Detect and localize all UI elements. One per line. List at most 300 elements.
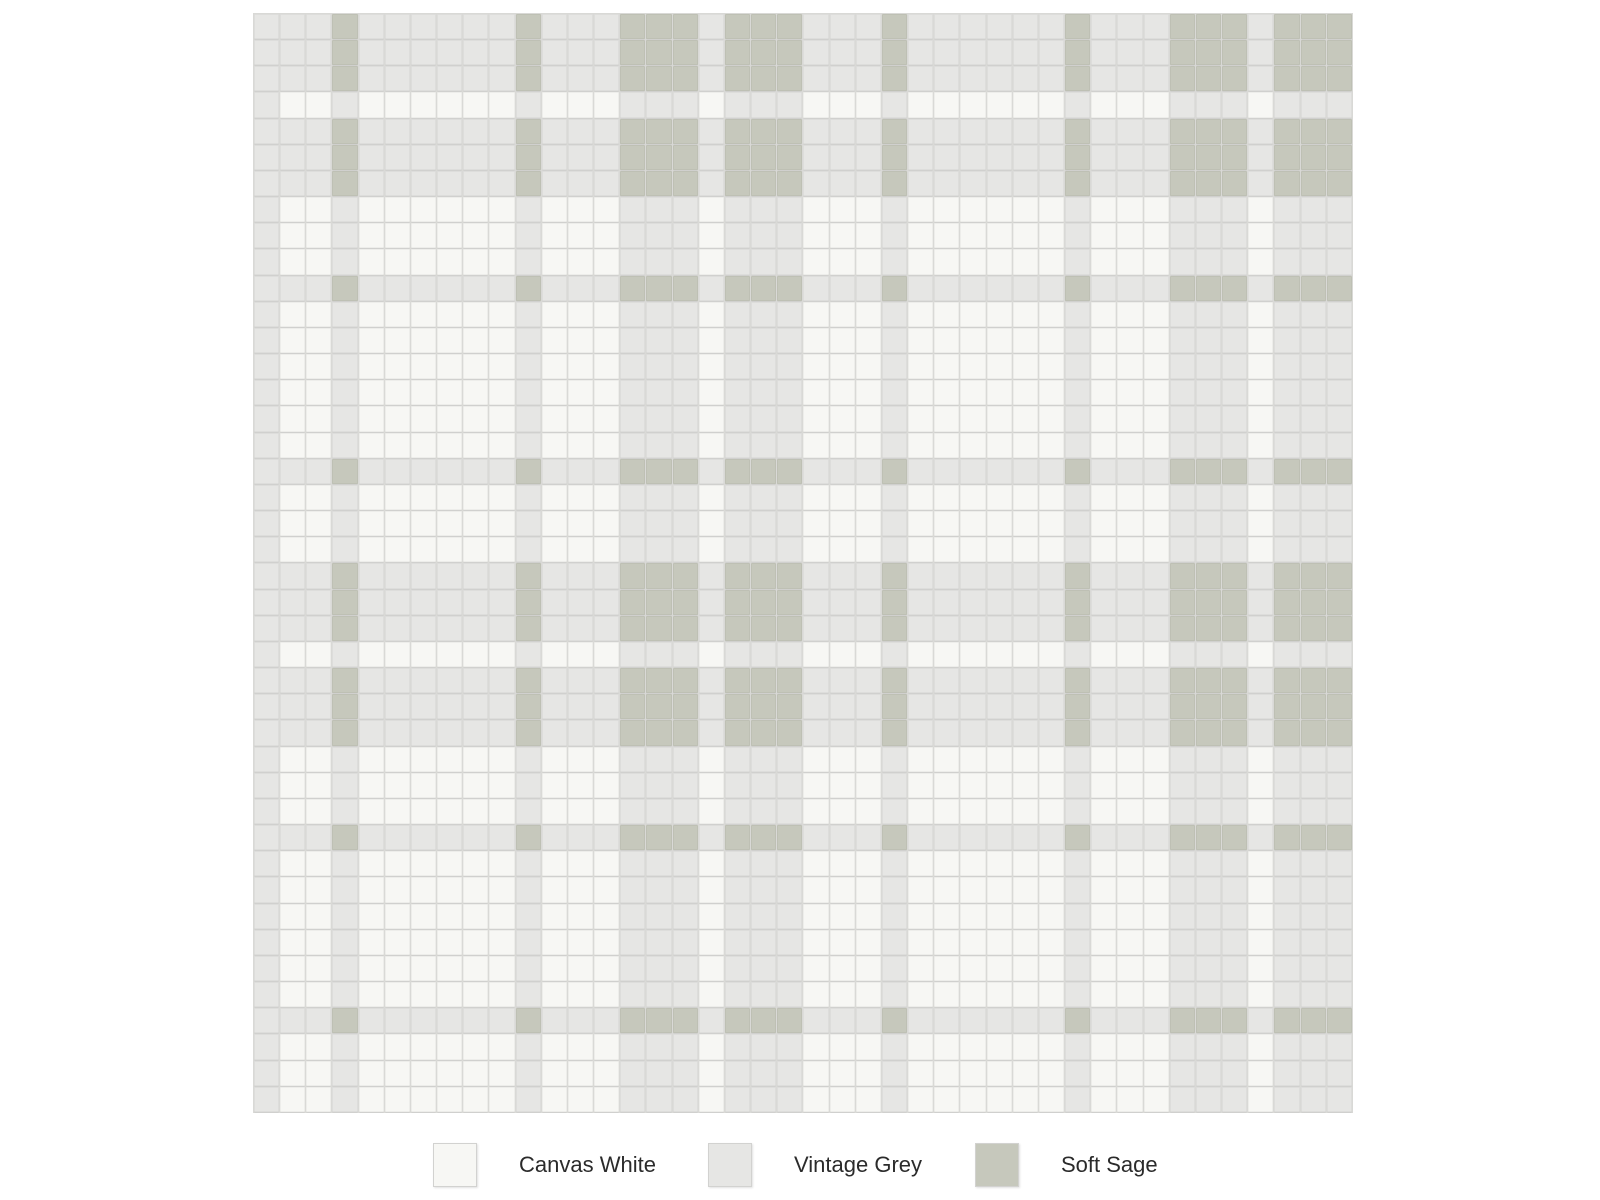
mosaic-tile: [463, 145, 488, 170]
mosaic-tile: [332, 1034, 357, 1059]
mosaic-tile: [1091, 537, 1116, 562]
mosaic-tile: [699, 119, 724, 144]
mosaic-tile: [908, 825, 933, 850]
mosaic-tile: [699, 825, 724, 850]
mosaic-tile: [1091, 276, 1116, 301]
mosaic-tile: [594, 459, 619, 484]
mosaic-tile: [516, 380, 541, 405]
mosaic-tile: [646, 1008, 671, 1033]
mosaic-tile: [594, 171, 619, 196]
mosaic-tile: [1196, 616, 1221, 641]
mosaic-tile: [332, 956, 357, 981]
mosaic-tile: [620, 1061, 645, 1086]
mosaic-tile: [1327, 642, 1352, 667]
mosaic-tile: [1144, 930, 1169, 955]
mosaic-tile: [673, 668, 698, 693]
mosaic-tile: [516, 40, 541, 65]
mosaic-tile: [385, 720, 410, 745]
mosaic-tile: [725, 982, 750, 1007]
mosaic-tile: [934, 720, 959, 745]
mosaic-tile: [987, 956, 1012, 981]
mosaic-tile: [673, 380, 698, 405]
mosaic-tile: [359, 747, 384, 772]
mosaic-tile: [1248, 171, 1273, 196]
mosaic-tile: [568, 40, 593, 65]
mosaic-tile: [1301, 302, 1326, 327]
mosaic-tile: [960, 354, 985, 379]
mosaic-tile: [699, 302, 724, 327]
swatch-vintage-grey: [708, 1143, 752, 1187]
mosaic-tile: [1117, 171, 1142, 196]
mosaic-tile: [934, 197, 959, 222]
mosaic-tile: [463, 642, 488, 667]
mosaic-tile: [306, 773, 331, 798]
mosaic-tile: [411, 1087, 436, 1112]
mosaic-tile: [1274, 825, 1299, 850]
mosaic-tile: [1013, 406, 1038, 431]
mosaic-tile: [306, 14, 331, 39]
mosaic-tile: [1274, 642, 1299, 667]
mosaic-tile: [803, 406, 828, 431]
mosaic-tile: [856, 119, 881, 144]
mosaic-tile: [568, 720, 593, 745]
mosaic-tile: [359, 720, 384, 745]
mosaic-tile: [594, 616, 619, 641]
mosaic-tile: [830, 328, 855, 353]
mosaic-tile: [777, 930, 802, 955]
mosaic-tile: [1327, 877, 1352, 902]
mosaic-tile: [1301, 773, 1326, 798]
mosaic-tile: [830, 799, 855, 824]
mosaic-tile: [777, 14, 802, 39]
mosaic-tile: [777, 616, 802, 641]
mosaic-tile: [332, 799, 357, 824]
mosaic-tile: [646, 406, 671, 431]
mosaic-tile: [280, 276, 305, 301]
mosaic-tile: [411, 406, 436, 431]
mosaic-tile: [489, 145, 514, 170]
mosaic-tile: [882, 511, 907, 536]
mosaic-tile: [1274, 904, 1299, 929]
mosaic-tile: [803, 537, 828, 562]
mosaic-tile: [751, 642, 776, 667]
tile-mosaic: [253, 13, 1353, 1113]
swatch-soft-sage: [975, 1143, 1019, 1187]
mosaic-tile: [463, 616, 488, 641]
mosaic-tile: [332, 1008, 357, 1033]
mosaic-tile: [594, 956, 619, 981]
mosaic-tile: [1327, 380, 1352, 405]
mosaic-tile: [1117, 119, 1142, 144]
mosaic-tile: [1274, 459, 1299, 484]
mosaic-tile: [1222, 145, 1247, 170]
mosaic-tile: [1222, 877, 1247, 902]
mosaic-tile: [359, 877, 384, 902]
mosaic-tile: [882, 1061, 907, 1086]
mosaic-tile: [908, 851, 933, 876]
mosaic-tile: [306, 92, 331, 117]
mosaic-tile: [568, 171, 593, 196]
mosaic-tile: [751, 956, 776, 981]
mosaic-tile: [1013, 433, 1038, 458]
mosaic-tile: [254, 511, 279, 536]
mosaic-tile: [385, 851, 410, 876]
mosaic-tile: [1248, 511, 1273, 536]
mosaic-tile: [830, 276, 855, 301]
mosaic-tile: [646, 1087, 671, 1112]
mosaic-tile: [1013, 956, 1038, 981]
mosaic-tile: [359, 485, 384, 510]
mosaic-tile: [699, 1087, 724, 1112]
mosaic-tile: [987, 930, 1012, 955]
mosaic-tile: [620, 249, 645, 274]
mosaic-tile: [1039, 668, 1064, 693]
mosaic-tile: [882, 1087, 907, 1112]
mosaic-tile: [385, 380, 410, 405]
mosaic-tile: [987, 406, 1012, 431]
mosaic-tile: [777, 956, 802, 981]
mosaic-tile: [934, 1087, 959, 1112]
mosaic-tile: [1196, 197, 1221, 222]
mosaic-tile: [1248, 145, 1273, 170]
mosaic-tile: [594, 145, 619, 170]
mosaic-tile: [1117, 668, 1142, 693]
mosaic-tile: [934, 851, 959, 876]
mosaic-tile: [777, 825, 802, 850]
mosaic-tile: [411, 877, 436, 902]
mosaic-tile: [960, 930, 985, 955]
mosaic-tile: [751, 406, 776, 431]
mosaic-tile: [830, 302, 855, 327]
mosaic-tile: [306, 930, 331, 955]
mosaic-tile: [830, 851, 855, 876]
mosaic-tile: [908, 40, 933, 65]
mosaic-tile: [1301, 642, 1326, 667]
mosaic-tile: [280, 1087, 305, 1112]
mosaic-tile: [1091, 851, 1116, 876]
mosaic-tile: [594, 694, 619, 719]
mosaic-tile: [803, 145, 828, 170]
mosaic-tile: [777, 1087, 802, 1112]
mosaic-tile: [699, 406, 724, 431]
mosaic-tile: [1248, 197, 1273, 222]
mosaic-tile: [987, 668, 1012, 693]
mosaic-tile: [1301, 694, 1326, 719]
mosaic-tile: [1117, 406, 1142, 431]
mosaic-tile: [1091, 92, 1116, 117]
mosaic-tile: [1091, 747, 1116, 772]
mosaic-tile: [646, 982, 671, 1007]
mosaic-tile: [725, 276, 750, 301]
mosaic-tile: [385, 119, 410, 144]
mosaic-tile: [1222, 171, 1247, 196]
mosaic-tile: [359, 197, 384, 222]
mosaic-tile: [908, 354, 933, 379]
mosaic-tile: [359, 563, 384, 588]
mosaic-tile: [751, 66, 776, 91]
mosaic-tile: [1222, 563, 1247, 588]
mosaic-tile: [908, 459, 933, 484]
mosaic-tile: [1091, 66, 1116, 91]
mosaic-tile: [987, 171, 1012, 196]
mosaic-tile: [306, 537, 331, 562]
mosaic-tile: [1013, 459, 1038, 484]
mosaic-tile: [1274, 328, 1299, 353]
mosaic-tile: [646, 956, 671, 981]
mosaic-tile: [699, 433, 724, 458]
mosaic-tile: [830, 223, 855, 248]
mosaic-tile: [437, 171, 462, 196]
mosaic-tile: [960, 694, 985, 719]
mosaic-tile: [542, 668, 567, 693]
mosaic-tile: [908, 616, 933, 641]
mosaic-tile: [411, 851, 436, 876]
mosaic-tile: [882, 302, 907, 327]
mosaic-tile: [673, 302, 698, 327]
mosaic-tile: [830, 1034, 855, 1059]
mosaic-tile: [385, 197, 410, 222]
mosaic-tile: [1196, 223, 1221, 248]
mosaic-tile: [594, 302, 619, 327]
mosaic-tile: [332, 851, 357, 876]
mosaic-tile: [1248, 720, 1273, 745]
mosaic-tile: [359, 14, 384, 39]
mosaic-tile: [542, 1061, 567, 1086]
mosaic-tile: [254, 1087, 279, 1112]
mosaic-tile: [1091, 1087, 1116, 1112]
mosaic-tile: [411, 380, 436, 405]
mosaic-tile: [699, 668, 724, 693]
mosaic-tile: [411, 747, 436, 772]
mosaic-tile: [1013, 119, 1038, 144]
mosaic-tile: [1144, 459, 1169, 484]
mosaic-tile: [1274, 773, 1299, 798]
mosaic-tile: [489, 851, 514, 876]
mosaic-tile: [1039, 956, 1064, 981]
mosaic-tile: [306, 799, 331, 824]
mosaic-tile: [699, 380, 724, 405]
mosaic-tile: [1039, 799, 1064, 824]
mosaic-tile: [673, 1061, 698, 1086]
mosaic-tile: [803, 328, 828, 353]
mosaic-tile: [359, 354, 384, 379]
mosaic-tile: [489, 930, 514, 955]
mosaic-tile: [882, 720, 907, 745]
mosaic-tile: [673, 92, 698, 117]
mosaic-tile: [1196, 642, 1221, 667]
mosaic-tile: [1144, 720, 1169, 745]
mosaic-tile: [516, 511, 541, 536]
mosaic-tile: [699, 1034, 724, 1059]
mosaic-tile: [673, 616, 698, 641]
mosaic-tile: [568, 328, 593, 353]
mosaic-tile: [987, 485, 1012, 510]
mosaic-tile: [803, 197, 828, 222]
mosaic-tile: [1301, 851, 1326, 876]
mosaic-tile: [1039, 380, 1064, 405]
mosaic-tile: [437, 1034, 462, 1059]
mosaic-tile: [1039, 92, 1064, 117]
mosaic-tile: [1039, 825, 1064, 850]
mosaic-tile: [542, 14, 567, 39]
mosaic-tile: [908, 537, 933, 562]
mosaic-tile: [1065, 616, 1090, 641]
mosaic-tile: [908, 982, 933, 1007]
mosaic-tile: [1170, 773, 1195, 798]
mosaic-tile: [856, 851, 881, 876]
mosaic-tile: [1274, 694, 1299, 719]
mosaic-tile: [646, 851, 671, 876]
mosaic-tile: [1091, 904, 1116, 929]
mosaic-tile: [411, 930, 436, 955]
mosaic-tile: [1222, 485, 1247, 510]
mosaic-tile: [830, 982, 855, 1007]
mosaic-tile: [1301, 433, 1326, 458]
mosaic-tile: [830, 66, 855, 91]
mosaic-tile: [489, 799, 514, 824]
mosaic-tile: [437, 302, 462, 327]
mosaic-tile: [725, 956, 750, 981]
mosaic-tile: [646, 249, 671, 274]
mosaic-tile: [568, 406, 593, 431]
mosaic-tile: [1117, 720, 1142, 745]
mosaic-tile: [359, 276, 384, 301]
mosaic-tile: [699, 511, 724, 536]
mosaic-tile: [620, 851, 645, 876]
mosaic-tile: [882, 485, 907, 510]
mosaic-tile: [437, 825, 462, 850]
mosaic-tile: [463, 956, 488, 981]
mosaic-tile: [437, 92, 462, 117]
mosaic-tile: [725, 747, 750, 772]
mosaic-tile: [1301, 1008, 1326, 1033]
mosaic-tile: [699, 1008, 724, 1033]
mosaic-tile: [908, 1087, 933, 1112]
mosaic-tile: [254, 380, 279, 405]
mosaic-tile: [1274, 302, 1299, 327]
mosaic-tile: [568, 1061, 593, 1086]
mosaic-tile: [1301, 40, 1326, 65]
mosaic-tile: [542, 223, 567, 248]
mosaic-tile: [437, 276, 462, 301]
mosaic-tile: [856, 354, 881, 379]
mosaic-tile: [516, 590, 541, 615]
mosaic-tile: [856, 511, 881, 536]
mosaic-tile: [254, 851, 279, 876]
mosaic-tile: [542, 328, 567, 353]
mosaic-tile: [1170, 1008, 1195, 1033]
mosaic-tile: [1091, 40, 1116, 65]
mosaic-tile: [751, 197, 776, 222]
mosaic-tile: [542, 92, 567, 117]
mosaic-tile: [280, 668, 305, 693]
mosaic-tile: [306, 982, 331, 1007]
mosaic-tile: [385, 1061, 410, 1086]
mosaic-tile: [646, 66, 671, 91]
mosaic-tile: [437, 1061, 462, 1086]
mosaic-tile: [725, 1061, 750, 1086]
mosaic-tile: [699, 747, 724, 772]
mosaic-tile: [1327, 590, 1352, 615]
mosaic-tile: [463, 302, 488, 327]
mosaic-tile: [359, 590, 384, 615]
mosaic-tile: [646, 694, 671, 719]
mosaic-tile: [1144, 851, 1169, 876]
mosaic-tile: [306, 197, 331, 222]
mosaic-tile: [934, 799, 959, 824]
mosaic-tile: [1170, 40, 1195, 65]
mosaic-tile: [725, 66, 750, 91]
mosaic-tile: [594, 590, 619, 615]
mosaic-tile: [306, 956, 331, 981]
mosaic-tile: [699, 276, 724, 301]
mosaic-tile: [280, 590, 305, 615]
mosaic-tile: [1117, 249, 1142, 274]
mosaic-tile: [568, 197, 593, 222]
mosaic-tile: [725, 380, 750, 405]
mosaic-tile: [699, 590, 724, 615]
mosaic-tile: [777, 66, 802, 91]
mosaic-tile: [699, 537, 724, 562]
mosaic-tile: [489, 511, 514, 536]
mosaic-tile: [751, 1087, 776, 1112]
mosaic-tile: [1301, 171, 1326, 196]
mosaic-tile: [1065, 1008, 1090, 1033]
mosaic-tile: [463, 197, 488, 222]
mosaic-tile: [385, 92, 410, 117]
mosaic-tile: [1196, 145, 1221, 170]
mosaic-tile: [1013, 1034, 1038, 1059]
mosaic-tile: [1039, 119, 1064, 144]
mosaic-tile: [1013, 720, 1038, 745]
mosaic-tile: [359, 537, 384, 562]
mosaic-tile: [646, 511, 671, 536]
mosaic-tile: [1196, 485, 1221, 510]
mosaic-tile: [1301, 930, 1326, 955]
mosaic-tile: [1196, 249, 1221, 274]
mosaic-tile: [1117, 92, 1142, 117]
mosaic-tile: [1248, 380, 1273, 405]
mosaic-tile: [280, 119, 305, 144]
mosaic-tile: [934, 145, 959, 170]
mosaic-tile: [699, 956, 724, 981]
mosaic-tile: [673, 930, 698, 955]
mosaic-tile: [568, 668, 593, 693]
mosaic-tile: [359, 773, 384, 798]
mosaic-tile: [568, 642, 593, 667]
mosaic-tile: [359, 66, 384, 91]
mosaic-tile: [1170, 982, 1195, 1007]
mosaic-tile: [1039, 276, 1064, 301]
mosaic-tile: [908, 694, 933, 719]
mosaic-tile: [280, 511, 305, 536]
mosaic-tile: [411, 537, 436, 562]
mosaic-tile: [960, 249, 985, 274]
mosaic-tile: [254, 616, 279, 641]
mosaic-tile: [332, 276, 357, 301]
mosaic-tile: [568, 694, 593, 719]
mosaic-tile: [1065, 747, 1090, 772]
mosaic-tile: [359, 642, 384, 667]
mosaic-tile: [594, 877, 619, 902]
mosaic-tile: [1013, 354, 1038, 379]
mosaic-tile: [1222, 720, 1247, 745]
mosaic-tile: [803, 642, 828, 667]
mosaic-tile: [777, 171, 802, 196]
mosaic-tile: [725, 590, 750, 615]
mosaic-tile: [332, 171, 357, 196]
mosaic-tile: [306, 276, 331, 301]
